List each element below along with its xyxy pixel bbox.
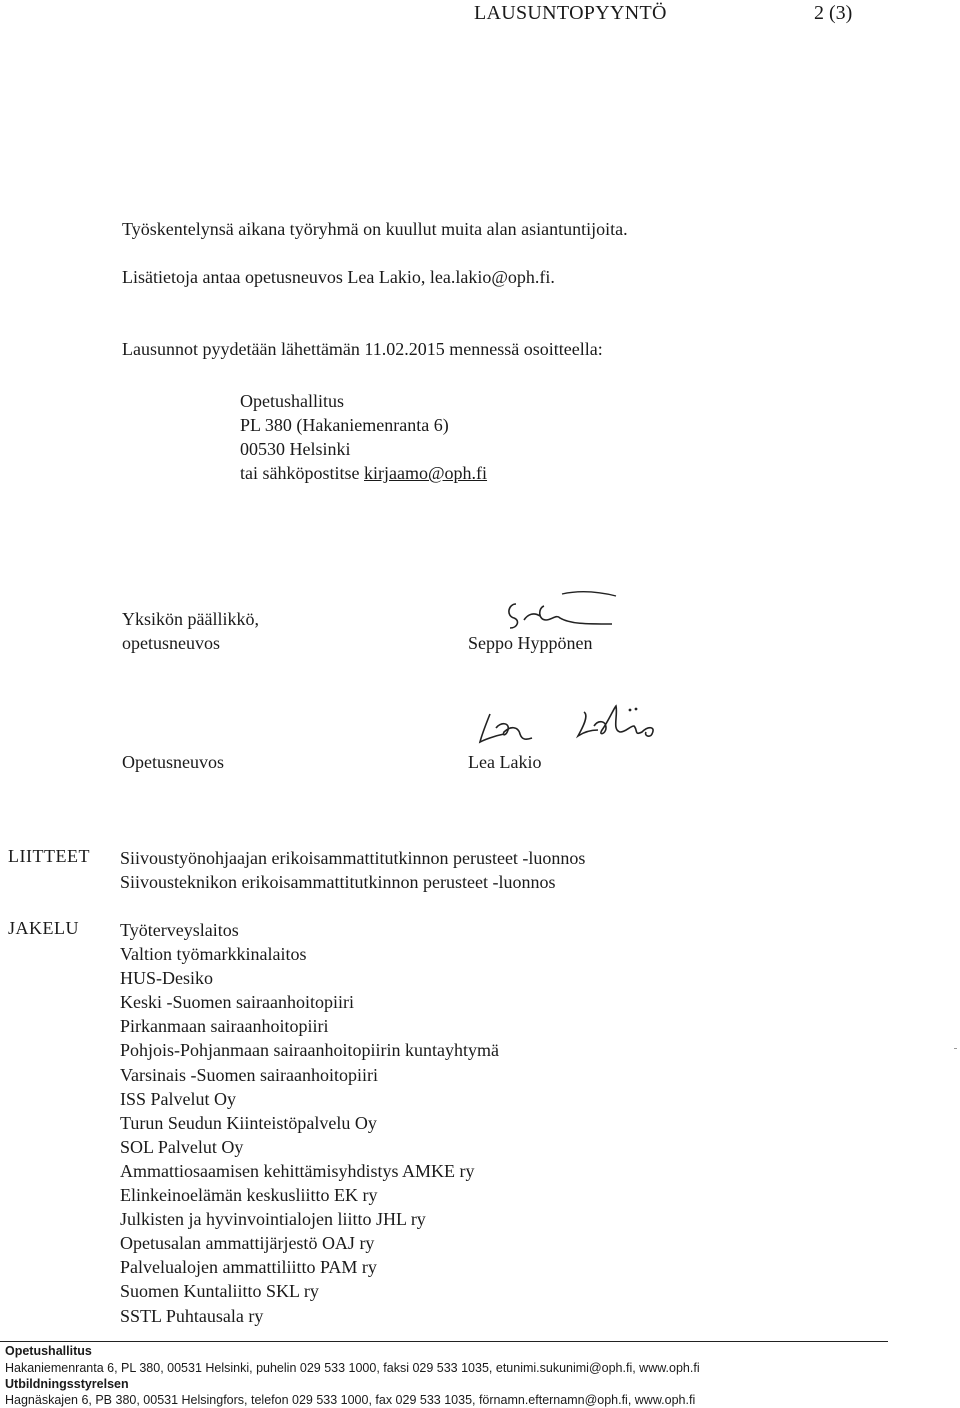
distribution-item: Turun Seudun Kiinteistöpalvelu Oy [120, 1112, 377, 1133]
paragraph-contact: Lisätietoja antaa opetusneuvos Lea Lakio, lea.lakio@oph.fi. [122, 267, 555, 287]
distribution-list [120, 918, 499, 1328]
attachment-item: Siivoustyönohjaajan erikoisammattitutkinnon perusteet -luonnos [120, 848, 586, 868]
address-email-line [240, 463, 487, 484]
distribution-item: Pohjois-Pohjanmaan sairaanhoitopiirin kuntayhtymä [120, 1040, 499, 1061]
footer-contact-sv: Hagnäskajen 6, PB 380, 00531 Helsingfors, telefon 029 533 1000, fax 029 533 1035, förnamn.efternamn@oph.fi, www.oph.fi [5, 1393, 696, 1407]
signature-seppo-hypponen [500, 584, 620, 634]
attachments-list [120, 846, 585, 894]
distribution-item: ISS Palvelut Oy [120, 1088, 237, 1109]
signer2-name: Lea Lakio [468, 752, 542, 772]
distribution-item: Opetusalan ammattijärjestö OAJ ry [120, 1233, 375, 1254]
address-email-prefix: tai sähköpostitse [240, 463, 364, 483]
distribution-item: Julkisten ja hyvinvointialojen liitto JHL ry [120, 1209, 426, 1230]
distribution-item: Ammattiosaamisen kehittämisyhdistys AMKE ry [120, 1160, 475, 1181]
attachment-item: Siivousteknikon erikoisammattitutkinnon perusteet -luonnos [120, 872, 556, 893]
attachments-label: LIITTEET [8, 846, 90, 866]
document-type-heading: LAUSUNTOPYYNTÖ [474, 2, 667, 24]
signer1-title-line1: Yksikön päällikkö, [122, 609, 259, 629]
distribution-item: SOL Palvelut Oy [120, 1136, 244, 1157]
distribution-item: Varsinais -Suomen sairaanhoitopiiri [120, 1064, 378, 1085]
signer1-title-line2: opetusneuvos [122, 633, 220, 653]
distribution-item: Pirkanmaan sairaanhoitopiiri [120, 1016, 329, 1037]
signature-lea-lakio [474, 696, 694, 752]
distribution-item: Suomen Kuntaliitto SKL ry [120, 1281, 319, 1302]
footer-contact-fi: Hakaniemenranta 6, PL 380, 00531 Helsinki, puhelin 029 533 1000, faksi 029 533 1035, etunimi.sukunimi@oph.fi, www.oph.fi [5, 1361, 700, 1375]
footer-org-fi: Opetushallitus [5, 1344, 92, 1358]
address-po-box: PL 380 (Hakaniemenranta 6) [240, 415, 449, 435]
address-postal: 00530 Helsinki [240, 439, 351, 459]
paragraph-deadline: Lausunnot pyydetään lähettämän 11.02.2015 mennessä osoitteella: [122, 339, 603, 359]
distribution-item: Keski -Suomen sairaanhoitopiiri [120, 992, 354, 1013]
distribution-item: Elinkeinoelämän keskusliitto EK ry [120, 1185, 378, 1206]
distribution-label: JAKELU [8, 918, 79, 938]
signer2-title: Opetusneuvos [122, 752, 224, 772]
page-number: 2 (3) [814, 2, 853, 24]
distribution-item: Palvelualojen ammattiliitto PAM ry [120, 1257, 377, 1278]
footer-org-sv: Utbildningsstyrelsen [5, 1377, 129, 1391]
distribution-item: Valtion työmarkkinalaitos [120, 944, 307, 965]
scan-artifact [954, 1048, 957, 1049]
distribution-item: SSTL Puhtausala ry [120, 1305, 264, 1326]
distribution-item: Työterveyslaitos [120, 920, 239, 940]
email-link[interactable]: kirjaamo@oph.fi [364, 463, 488, 483]
address-org: Opetushallitus [240, 391, 344, 411]
footer-divider [0, 1341, 888, 1342]
distribution-item: HUS-Desiko [120, 968, 213, 989]
paragraph-consultation: Työskentelynsä aikana työryhmä on kuullut muita alan asiantuntijoita. [122, 219, 628, 239]
signer1-name: Seppo Hyppönen [468, 633, 593, 653]
